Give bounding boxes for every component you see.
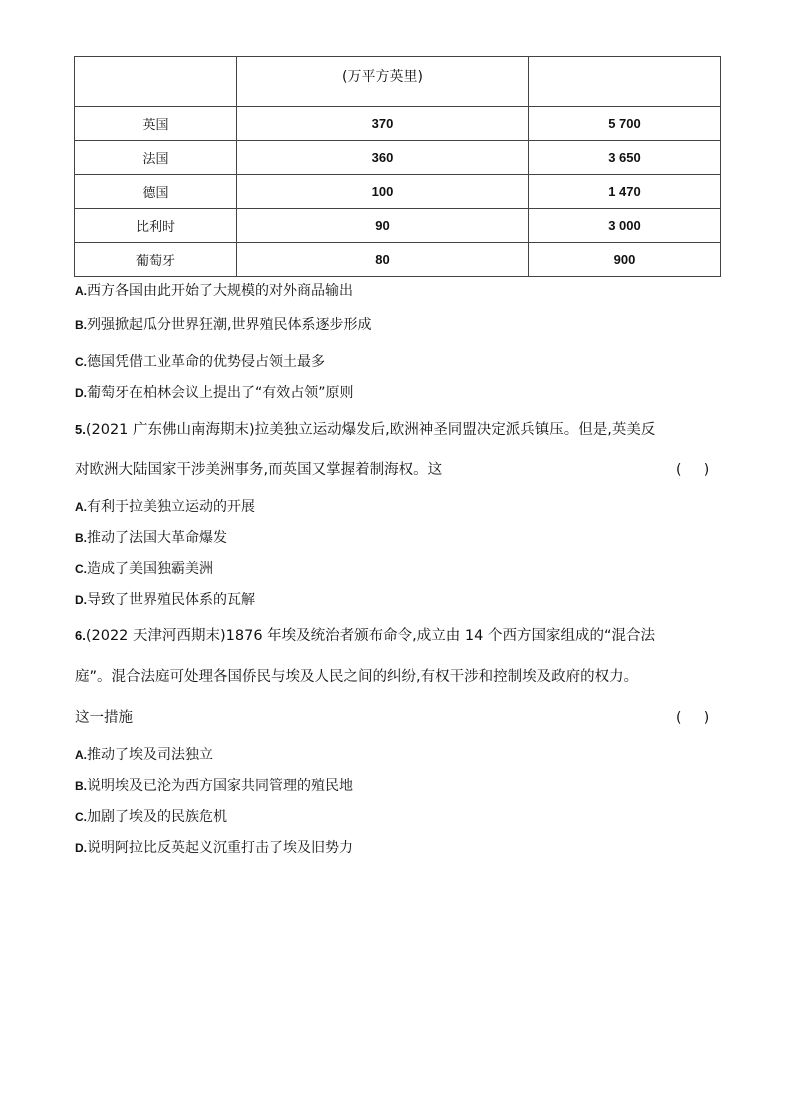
country-cell: 比利时 [75,209,237,243]
area-cell: 90 [237,209,529,243]
area-cell: 360 [237,141,529,175]
q6-option-c[interactable]: C.加剧了埃及的民族危机 [75,809,227,825]
area-cell: 80 [237,243,529,277]
q4-option-c[interactable]: C.德国凭借工业革命的优势侵占领土最多 [75,354,325,370]
table-row [75,243,721,277]
population-cell: 3 650 [529,141,721,175]
table-header-row [75,57,721,107]
population-cell: 1 470 [529,175,721,209]
header-cell-area: (万平方英里) [237,57,529,107]
q4-option-a[interactable]: A.西方各国由此开始了大规模的对外商品输出 [75,283,353,299]
q6-stem-line-2: 庭”。混合法庭可处理各国侨民与埃及人民之间的纠纷,有权干涉和控制埃及政府的权力。 [75,669,639,685]
q5-answer-blank[interactable]: ( ) [676,462,710,478]
table-row [75,175,721,209]
q5-option-d[interactable]: D.导致了世界殖民体系的瓦解 [75,592,255,608]
area-cell: 100 [237,175,529,209]
header-cell-country [75,57,237,107]
q5-stem-line-1: 5.(2021 广东佛山南海期末)拉美独立运动爆发后,欧洲神圣同盟决定派兵镇压。但是,英美反 [75,422,656,438]
q6-option-b[interactable]: B.说明埃及已沦为西方国家共同管理的殖民地 [75,778,353,794]
population-cell: 900 [529,243,721,277]
table-row [75,141,721,175]
q5-option-c[interactable]: C.造成了美国独霸美洲 [75,561,213,577]
table-row [75,107,721,141]
table-row [75,209,721,243]
q6-stem-line-1: 6.(2022 天津河西期末)1876 年埃及统治者颁布命令,成立由 14 个西方国家组成的“混合法 [75,628,655,644]
q6-option-d[interactable]: D.说明阿拉比反英起义沉重打击了埃及旧势力 [75,840,353,856]
q4-option-b[interactable]: B.列强掀起瓜分世界狂潮,世界殖民体系逐步形成 [75,317,372,333]
population-cell: 5 700 [529,107,721,141]
header-cell-population [529,57,721,107]
country-cell: 英国 [75,107,237,141]
country-cell: 法国 [75,141,237,175]
area-cell: 370 [237,107,529,141]
q4-option-d[interactable]: D.葡萄牙在柏林会议上提出了“有效占领”原则 [75,385,354,401]
country-cell: 葡萄牙 [75,243,237,277]
q6-answer-blank[interactable]: ( ) [676,710,710,726]
q6-option-a[interactable]: A.推动了埃及司法独立 [75,747,213,763]
population-cell: 3 000 [529,209,721,243]
q5-option-a[interactable]: A.有利于拉美独立运动的开展 [75,499,255,515]
colonies-table [74,56,721,277]
q6-stem-line-3: 这一措施 [75,710,133,726]
q5-stem-line-2: 对欧洲大陆国家干涉美洲事务,而英国又掌握着制海权。这 [75,462,443,478]
country-cell: 德国 [75,175,237,209]
q5-option-b[interactable]: B.推动了法国大革命爆发 [75,530,227,546]
